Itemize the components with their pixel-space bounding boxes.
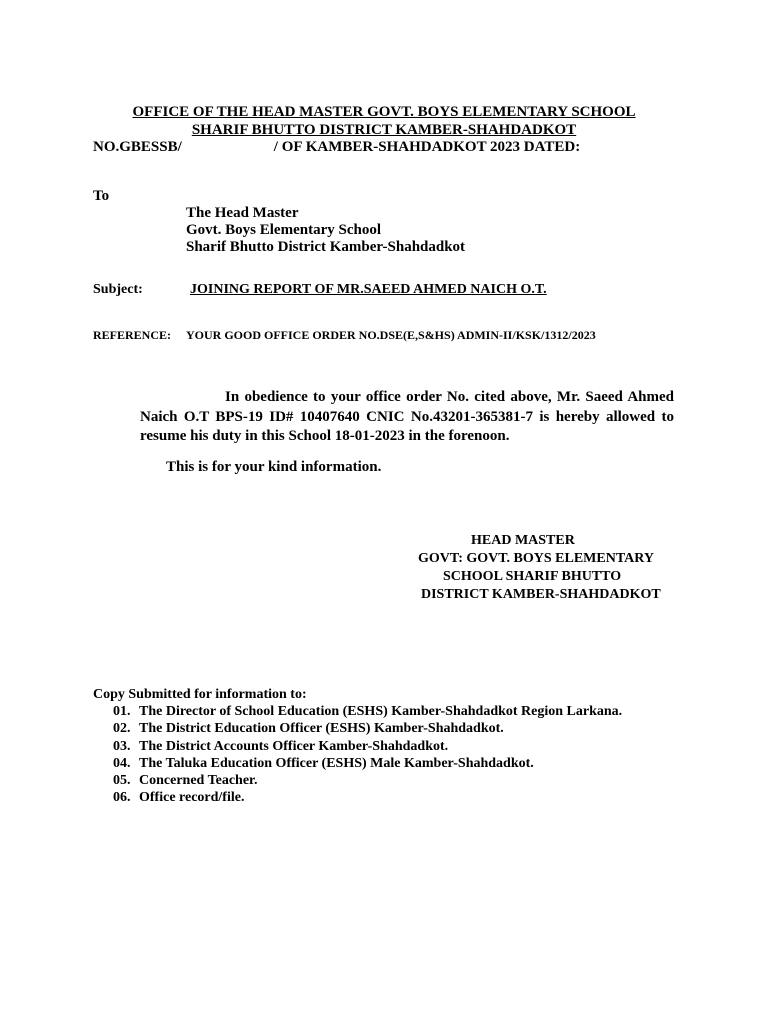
copy-item [113,703,622,720]
signature-line-4: DISTRICT KAMBER-SHAHDADKOT [421,587,661,602]
information-line: This is for your kind information. [166,459,382,475]
copy-item [113,789,622,806]
signature-line-2: GOVT: GOVT. BOYS ELEMENTARY [418,551,654,566]
recipient-line-3: Sharif Bhutto District Kamber-Shahdadkot [186,239,466,255]
letter-number-prefix: NO.GBESSB/ [93,139,182,155]
reference-text: YOUR GOOD OFFICE ORDER NO.DSE(E,S&HS) ADMIN-II/KSK/1312/2023 [186,328,596,342]
copy-to-label: Copy Submitted for information to: [93,687,307,702]
copy-item-number: 06. [113,790,131,806]
reference-line [93,328,596,343]
office-heading-line-1: OFFICE OF THE HEAD MASTER GOVT. BOYS ELEMENTARY SCHOOL [132,104,636,120]
to-label: To [93,188,110,204]
signature-line-3: SCHOOL SHARIF BHUTTO [443,569,622,584]
copy-item [113,755,622,772]
office-heading-line-2: SHARIF BHUTTO DISTRICT KAMBER-SHAHDADKOT [191,122,577,138]
copy-item-number: 01. [113,704,131,719]
signature-title: HEAD MASTER [471,533,575,548]
subject-text: JOINING REPORT OF MR.SAEED AHMED NAICH O.T. [190,282,547,297]
copy-item-text: The Director of School Education (ESHS) Kamber-Shahdadkot Region Larkana. [139,704,623,719]
recipient-line-2: Govt. Boys Elementary School [186,222,381,238]
recipient-line-1: The Head Master [186,205,299,221]
copy-item [113,772,622,789]
reference-label: REFERENCE: [93,328,172,342]
copy-item-number: 02. [113,721,131,737]
copy-item-text: Office record/file. [139,790,245,806]
copy-item [113,738,622,755]
copy-to-list [113,703,622,807]
copy-item-text: The District Accounts Officer Kamber-Shahdadkot. [139,738,449,754]
subject-label: Subject: [93,282,143,297]
body-paragraph: In obedience to your office order No. cited above, Mr. Saeed Ahmed Naich O.T BPS-19 ID# 10407640 CNIC No.43201-365381-7 is hereby allowed to resume his duty in this School 18-01-2023 in the forenoon. [140,389,674,444]
letter-number-line [93,139,580,156]
copy-item-text: Concerned Teacher. [139,773,258,789]
letter-number-suffix: / OF KAMBER-SHAHDADKOT 2023 DATED: [273,139,581,155]
copy-item-number: 03. [113,738,131,754]
copy-item-text: The District Education Officer (ESHS) Kamber-Shahdadkot. [139,721,504,737]
copy-item-number: 04. [113,755,131,771]
copy-item [113,720,622,737]
copy-item-number: 05. [113,773,131,789]
copy-item-text: The Taluka Education Officer (ESHS) Male Kamber-Shahdadkot. [139,755,534,771]
